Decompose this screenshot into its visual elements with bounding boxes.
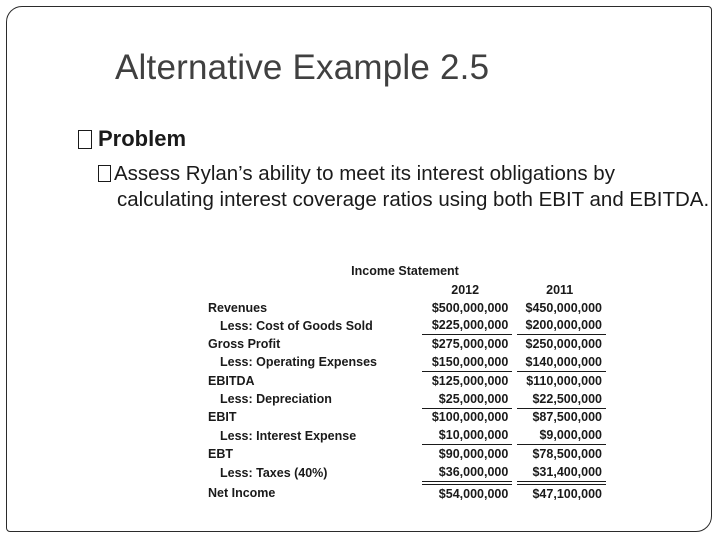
row-label: Less: Taxes (40%) (220, 465, 328, 480)
bullet-assess-line1: Assess Rylan’s ability to meet its interest obligations by (114, 162, 615, 185)
cell-2011: $78,500,000 (532, 447, 602, 462)
year-header: 2012 (451, 282, 480, 297)
bullet-box-icon (78, 130, 92, 149)
bullet-problem-text: Problem (98, 126, 187, 151)
income-statement-title: Income Statement (351, 264, 459, 278)
row-label: Less: Operating Expenses (220, 355, 378, 370)
table-row (206, 353, 606, 371)
cell-2012: $275,000,000 (431, 337, 509, 352)
cell-2012: $150,000,000 (422, 353, 512, 371)
cell-2011: $250,000,000 (525, 337, 602, 352)
bullet-assess (98, 161, 718, 213)
bullet-assess-rest: calculating interest coverage ratios using both EBIT and EBITDA. (117, 188, 710, 211)
cell-2012: $54,000,000 (438, 486, 509, 501)
cell-2012: $500,000,000 (431, 300, 509, 315)
cell-2012: $100,000,000 (431, 410, 509, 425)
table-row (206, 390, 606, 408)
cell-2012: $36,000,000 (422, 463, 512, 483)
cell-2012: $25,000,000 (422, 390, 512, 408)
cell-2011: $9,000,000 (517, 426, 606, 444)
row-label: Gross Profit (208, 337, 281, 352)
cell-2012: $90,000,000 (438, 447, 509, 462)
row-label: Less: Interest Expense (220, 428, 357, 443)
row-label: Net Income (208, 485, 276, 500)
row-label: Less: Cost of Goods Sold (220, 318, 373, 333)
row-label: Revenues (208, 300, 268, 315)
cell-2011: $200,000,000 (517, 317, 606, 335)
table-row (206, 463, 606, 483)
cell-2011: $31,400,000 (517, 463, 606, 483)
cell-2011: $140,000,000 (517, 353, 606, 371)
cell-2011: $22,500,000 (517, 390, 606, 408)
table-row (206, 317, 606, 335)
year-header: 2011 (546, 282, 574, 297)
cell-2011: $110,000,000 (526, 373, 602, 388)
cell-2011: $47,100,000 (532, 486, 602, 501)
table-row (206, 426, 606, 444)
table-row (206, 299, 606, 317)
cell-2012: $225,000,000 (422, 317, 512, 335)
income-statement-table (206, 281, 606, 503)
bullet-problem (78, 126, 186, 152)
table-row (206, 335, 606, 353)
income-statement (206, 264, 606, 503)
table-row (206, 445, 606, 463)
bullet-box-icon (98, 165, 111, 182)
row-label: Less: Depreciation (220, 391, 332, 406)
table-row (206, 483, 606, 503)
cell-2012: $10,000,000 (422, 426, 512, 444)
table-row (206, 408, 606, 426)
row-label: EBITDA (208, 373, 255, 388)
row-label: EBIT (208, 410, 237, 425)
cell-2011: $450,000,000 (525, 300, 602, 315)
row-label: EBT (208, 446, 233, 461)
cell-2012: $125,000,000 (431, 373, 509, 388)
table-header-row (206, 281, 606, 299)
slide-title: Alternative Example 2.5 (115, 48, 490, 87)
cell-2011: $87,500,000 (532, 410, 602, 425)
table-row (206, 371, 606, 389)
